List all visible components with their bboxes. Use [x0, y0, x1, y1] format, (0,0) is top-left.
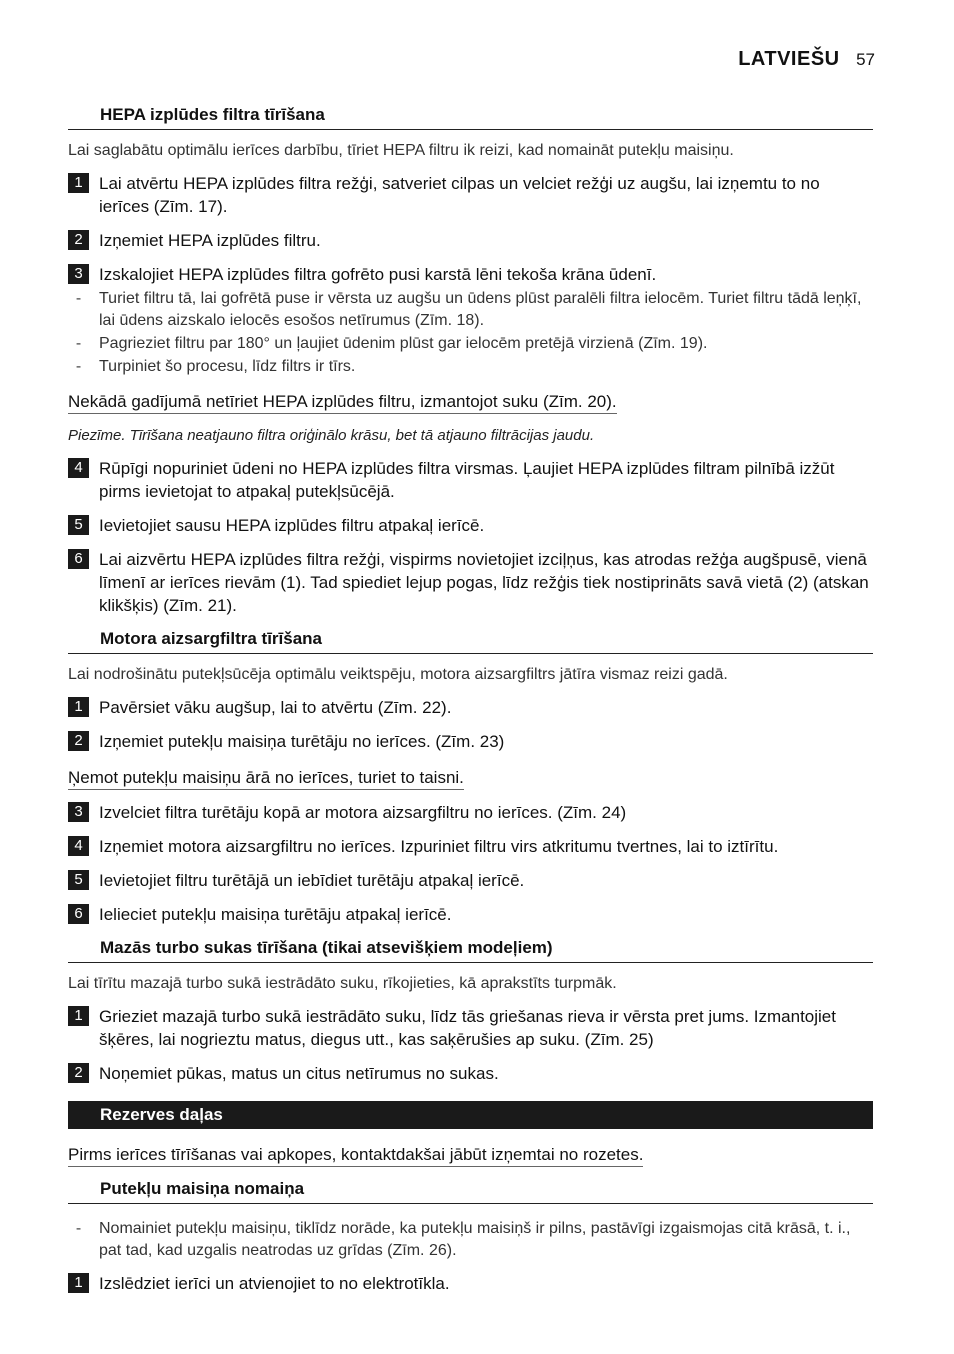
step-item: [68, 801, 873, 824]
step-number: 4: [68, 458, 89, 478]
step-text: Ielieciet putekļu maisiņa turētāju atpakaļ ierīcē.: [99, 905, 452, 924]
step-text: Pavērsiet vāku augšup, lai to atvērtu (Zīm. 22).: [99, 698, 452, 717]
bullet-text: Nomainiet putekļu maisiņu, tiklīdz norāde, ka putekļu maisiņš ir pilns, pastāvīgi izgaismojas citā krāsā, t. i., pat tad, kad uzgalis neatrodas uz grīdas (Zīm. 26).: [99, 1220, 851, 1259]
page-header: [0, 48, 875, 71]
step-text: Izņemiet putekļu maisiņa turētāju no ierīces. (Zīm. 23): [99, 732, 505, 751]
page-number: 57: [856, 50, 875, 69]
step-item: [68, 1062, 873, 1085]
step-item: [68, 696, 873, 719]
step-number: 5: [68, 870, 89, 890]
step-text: Izvelciet filtra turētāju kopā ar motora aizsargfiltru no ierīces. (Zīm. 24): [99, 803, 627, 822]
bullet-item: [68, 1218, 873, 1262]
note-text: Piezīme. Tīrīšana neatjauno filtra oriģinālo krāsu, bet tā atjauno filtrācijas jaudu.: [68, 427, 595, 444]
step-text: Ievietojiet sausu HEPA izplūdes filtru atpakaļ ierīcē.: [99, 516, 485, 535]
bullet-dash: -: [75, 358, 82, 375]
step-text: Noņemiet pūkas, matus un citus netīrumus no sukas.: [99, 1064, 499, 1083]
intro-turbo: Lai tīrītu mazajā turbo sukā iestrādāto suku, rīkojieties, kā aprakstīts turpmāk.: [68, 975, 617, 992]
step-item: [68, 457, 873, 503]
section-title-bag: Putekļu maisiņa nomaiņa: [68, 1178, 873, 1204]
step-item: [68, 869, 873, 892]
step-number: 1: [68, 697, 89, 717]
step-number: 2: [68, 230, 89, 250]
bullet-text: Turiet filtru tā, lai gofrētā puse ir vērsta uz augšu un ūdens plūst paralēli filtra ielocēm. Turiet filtru tādā leņķī, lai ūdens aizskalo ielocēs esošos netīrumus (Zīm. 18).: [99, 290, 862, 329]
step-item: [68, 263, 873, 286]
step-text: Ievietojiet filtru turētājā un iebīdiet turētāju atpakaļ ierīcē.: [99, 871, 525, 890]
step-text: Izslēdziet ierīci un atvienojiet to no elektrotīkla.: [99, 1274, 450, 1293]
warning-text: Nekādā gadījumā netīriet HEPA izplūdes filtru, izmantojot suku (Zīm. 20).: [68, 390, 617, 414]
warning-text: Pirms ierīces tīrīšanas vai apkopes, kontaktdakšai jābūt izņemtai no rozetes.: [68, 1143, 643, 1167]
step-number: 1: [68, 1006, 89, 1026]
step-text: Lai atvērtu HEPA izplūdes filtra režģi, satveriet cilpas un velciet režģi uz augšu, lai izņemtu to no ierīces (Zīm. 17).: [99, 174, 820, 216]
bullet-item: [68, 288, 873, 332]
step-item: [68, 835, 873, 858]
step-number: 1: [68, 1273, 89, 1293]
section-title-motor: Motora aizsargfiltra tīrīšana: [68, 628, 873, 654]
step-item: [68, 172, 873, 218]
step-text: Grieziet mazajā turbo sukā iestrādāto suku, līdz tās griešanas rieva ir vērsta pret jums. Izmantojiet šķēres, lai nogrieztu matus, diegus utt., kas saķērušies ap suku. (Zīm. 25): [99, 1007, 836, 1049]
bullet-text: Turpiniet šo procesu, līdz filtrs ir tīrs.: [99, 358, 356, 375]
section-title-turbo: Mazās turbo sukas tīrīšana (tikai atsevišķiem modeļiem): [68, 937, 873, 963]
step-text: Izņemiet motora aizsargfiltru no ierīces. Izpuriniet filtru virs atkritumu tvertnes, lai to iztīrītu.: [99, 837, 779, 856]
step-number: 3: [68, 802, 89, 822]
step-item: [68, 903, 873, 926]
step-number: 1: [68, 173, 89, 193]
step-item: [68, 1005, 873, 1051]
intro-motor: Lai nodrošinātu putekļsūcēja optimālu veiktspēju, motora aizsargfiltrs jātīra vismaz reizi gadā.: [68, 666, 728, 683]
bullet-dash: -: [75, 290, 82, 307]
bullet-item: [68, 356, 873, 378]
step-item: [68, 514, 873, 537]
step-text: Lai aizvērtu HEPA izplūdes filtra režģi, vispirms novietojiet izciļņus, kas atrodas režģa augšpusē, vienā līmenī ar ierīces rievām (1). Tad spiediet lejup pogas, līdz režģis tiek nostiprināts savā vietā (2) (atskan klikšķis) (Zīm. 21).: [99, 550, 869, 615]
step-item: [68, 229, 873, 252]
warning-text: Ņemot putekļu maisiņu ārā no ierīces, turiet to taisni.: [68, 766, 464, 790]
step-number: 2: [68, 731, 89, 751]
step-number: 6: [68, 549, 89, 569]
bullet-dash: -: [75, 335, 82, 352]
step-item: [68, 730, 873, 753]
step-number: 5: [68, 515, 89, 535]
section-title-hepa: HEPA izplūdes filtra tīrīšana: [68, 104, 873, 130]
step-number: 3: [68, 264, 89, 284]
step-number: 2: [68, 1063, 89, 1083]
intro-hepa: Lai saglabātu optimālu ierīces darbību, tīriet HEPA filtru ik reizi, kad nomaināt putekļu maisiņu.: [68, 142, 734, 159]
bullet-dash: -: [75, 1220, 82, 1237]
bullet-text: Pagrieziet filtru par 180° un ļaujiet ūdenim plūst gar ielocēm pretējā virzienā (Zīm. 19).: [99, 335, 708, 352]
step-text: Rūpīgi nopuriniet ūdeni no HEPA izplūdes filtra virsmas. Ļaujiet HEPA izplūdes filtram pilnībā izžūt pirms ievietojat to atpakaļ putekļsūcējā.: [99, 459, 835, 501]
page-content: [68, 104, 873, 1306]
step-item: [68, 1272, 873, 1295]
step-text: Izņemiet HEPA izplūdes filtru.: [99, 231, 321, 250]
step-number: 6: [68, 904, 89, 924]
bullet-item: [68, 333, 873, 355]
section-title-parts: Rezerves daļas: [68, 1101, 873, 1129]
step-number: 4: [68, 836, 89, 856]
language-label: LATVIEŠU: [738, 48, 840, 70]
step-text: Izskalojiet HEPA izplūdes filtra gofrēto pusi karstā lēni tekoša krāna ūdenī.: [99, 265, 657, 284]
step-item: [68, 548, 873, 617]
